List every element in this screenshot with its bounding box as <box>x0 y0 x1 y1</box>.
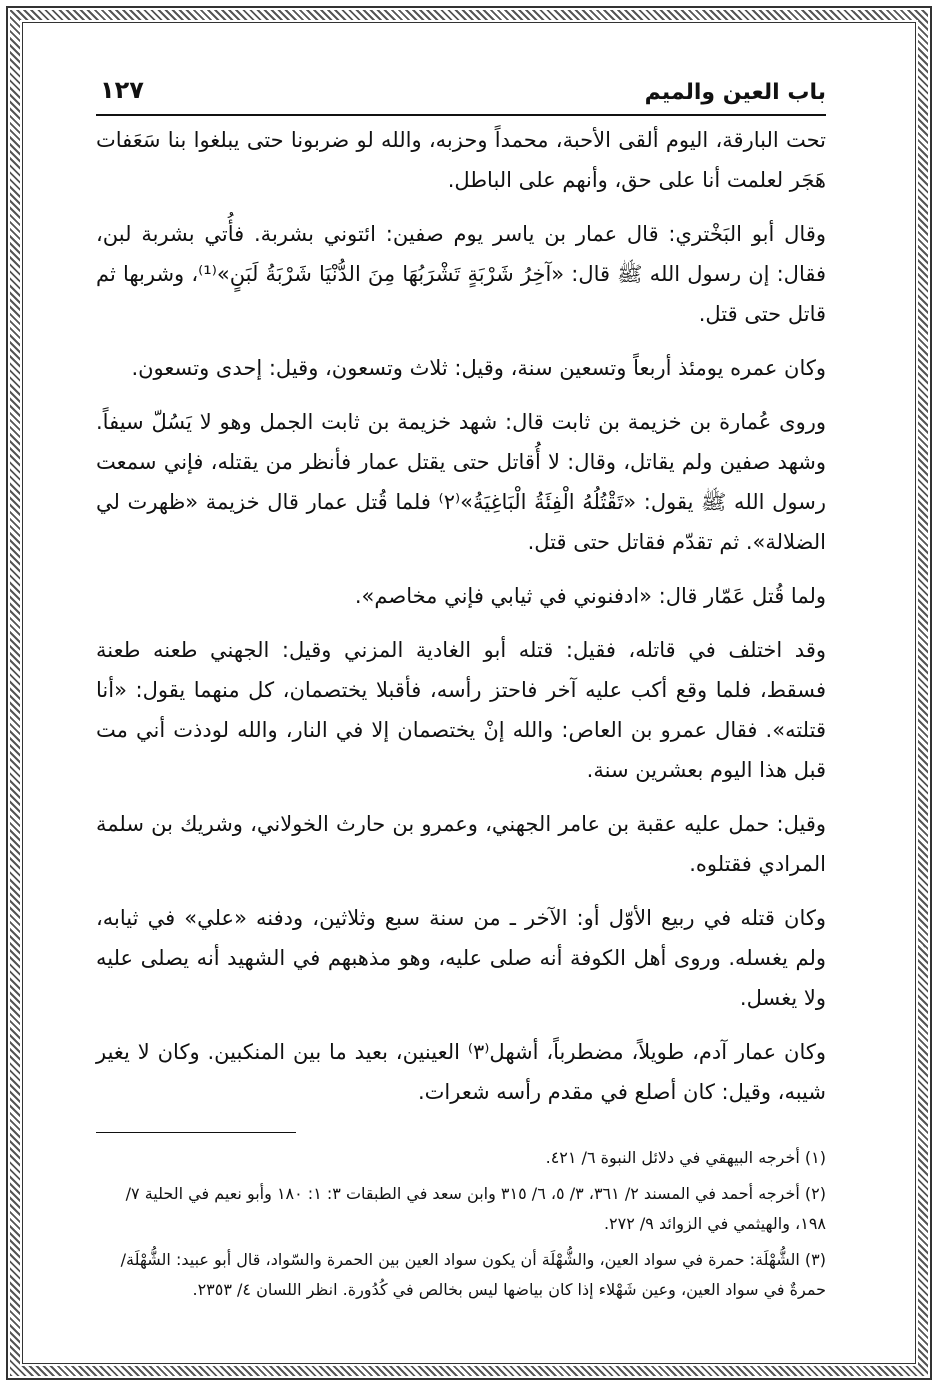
footnote: (٢) أخرجه أحمد في المسند ٢/ ٣٦١، ٣/ ٥، ٦/ ٣١٥ وابن سعد في الطبقات ٣: ١: ١٨٠ وأبو نعيم في الحلية ٧/ ١٩٨، والهيثمي في الزوائد ٩/ ٢٧٢. <box>125 1184 826 1233</box>
paragraph <box>96 214 826 334</box>
paragraph-text: وكان عمار آدم، طويلاً، مضطرباً، أشهل⁽٣⁾ العينين، بعيد ما بين المنكبين. وكان لا يغير شيبه، وقيل: كان أصلع في مقدم رأسه شعرات. <box>96 1040 826 1104</box>
paragraph-text: ولما قُتل عَمّار قال: «ادفنوني في ثيابي فإني مخاصم». <box>354 584 826 608</box>
page-body <box>96 120 826 1112</box>
footnote-separator <box>96 1132 296 1133</box>
paragraph <box>96 576 826 616</box>
paragraph-text: وروى عُمارة بن خزيمة بن ثابت قال: شهد خزيمة بن ثابت الجمل وهو لا يَسُلّ سيفاً. وشهد صفين ولم يقاتل، وقال: لا أُقاتل حتى يقتل عمار فأنظر من يقتله، فإني سمعت رسول الله ﷺ يقول: «تَقْتُلُهُ الْفِئَةُ الْبَاغِيَةُ»⁽٢⁾ فلما قُتل عمار قال خزيمة «ظهرت لي الضلالة». ثم تقدّم فقاتل حتى قتل. <box>96 410 826 554</box>
paragraph <box>96 402 826 562</box>
paragraph <box>96 804 826 884</box>
footnotes <box>96 1143 826 1305</box>
page-number: ١٢٧ <box>100 76 144 104</box>
paragraph-text: وكان عمره يومئذ أربعاً وتسعين سنة، وقيل: ثلاث وتسعون، وقيل: إحدى وتسعون. <box>131 356 826 380</box>
paragraph <box>96 348 826 388</box>
footnote: (٣) الشُّهْلَة: حمرة في سواد العين، والشُّهْلَة أن يكون سواد العين بين الحمرة والسّواد، قال أبو عبيد: الشُّهْلَة/حمرةٌ في سواد العين، وعين شَهْلاء إذا كان بياضها ليس بخالص في كُدُورة. انظر اللسان ٤/ ٢٣٥٣. <box>120 1250 826 1299</box>
paragraph <box>96 1032 826 1112</box>
paragraph-text: تحت البارقة، اليوم ألقى الأحبة، محمداً وحزبه، والله لو ضربونا حتى يبلغوا بنا سَعَفات هَجَر لعلمت أنا على حق، وأنهم على الباطل. <box>96 128 826 192</box>
paragraph <box>96 120 826 200</box>
paragraph-text: وقال أبو البَخْتري: قال عمار بن ياسر يوم صفين: ائتوني بشربة. فأُتي بشربة لبن، فقال: إن رسول الله ﷺ قال: «آخِرُ شَرْبَةٍ تَشْرَبُهَا مِنَ الدُّنْيَا شَرْبَةُ لَبَنٍ»⁽¹⁾، وشربها ثم قاتل حتى قتل. <box>96 222 826 326</box>
paragraph <box>96 898 826 1018</box>
chapter-title: باب العين والميم <box>644 80 826 105</box>
book-page <box>96 74 826 1344</box>
footnote: (١) أخرجه البيهقي في دلائل النبوة ٦/ ٤٢١. <box>545 1148 826 1167</box>
paragraph-text: وقيل: حمل عليه عقبة بن عامر الجهني، وعمرو بن حارث الخولاني، وشريك بن سلمة المرادي فقتلوه. <box>96 812 826 876</box>
paragraph-text: وقد اختلف في قاتله، فقيل: قتله أبو الغادية المزني وقيل: الجهني طعنه طعنة فسقط، فلما وقع أكب عليه آخر فاحتز رأسه، فأقبلا يختصمان، كل منهما يقول: «أنا قتلته». فقال عمرو بن العاص: والله إنْ يختصمان إلا في النار، والله لودذت أني مت قبل هذا اليوم بعشرين سنة. <box>96 638 826 782</box>
paragraph-text: وكان قتله في ربيع الأوّل أو: الآخر ـ من سنة سبع وثلاثين، ودفنه «علي» في ثيابه، ولم يغسله. وروى أهل الكوفة أنه صلى عليه، وهو مذهبهم في الشهيد أنه يصلى عليه ولا يغسل. <box>96 906 826 1010</box>
page-header <box>96 74 826 116</box>
paragraph <box>96 630 826 790</box>
